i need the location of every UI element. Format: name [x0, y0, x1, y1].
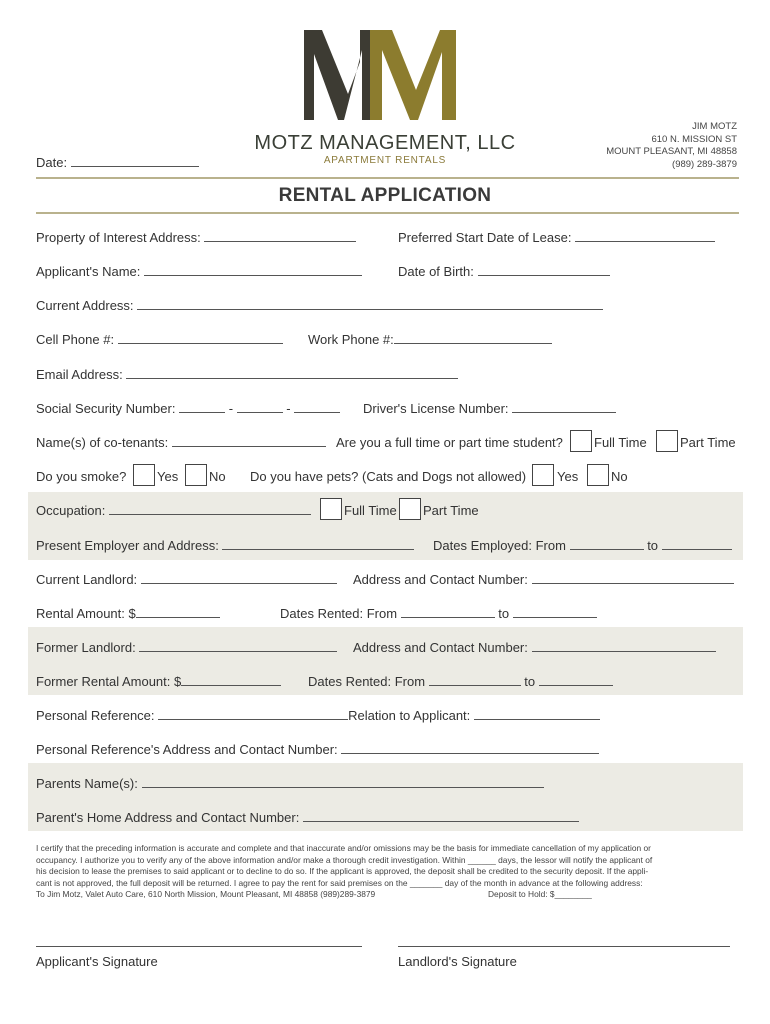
title-rule — [36, 212, 739, 214]
ssn-sep-1: - — [228, 401, 234, 416]
company-tagline: APARTMENT RENTALS — [323, 155, 447, 166]
former-rented-to-label: to — [524, 674, 536, 689]
parents-address-field[interactable] — [303, 810, 579, 822]
row-former-dates-rented — [308, 674, 613, 689]
dob-field[interactable] — [478, 264, 610, 276]
row-dob — [398, 264, 610, 279]
date-label: Date: — [36, 155, 68, 170]
row-former-landlord — [36, 640, 337, 655]
parents-names-label: Parents Name(s): — [36, 776, 138, 791]
current-landlord-field[interactable] — [141, 572, 337, 584]
occupation-field[interactable] — [109, 503, 311, 515]
student-full-time-label: Full Time — [594, 435, 647, 450]
former-rental-amount-field[interactable] — [181, 674, 281, 686]
row-current-landlord — [36, 572, 337, 587]
row-current-address — [36, 298, 603, 313]
reference-address-label: Personal Reference's Address and Contact Number: — [36, 742, 338, 757]
student-part-time-checkbox[interactable] — [656, 430, 678, 452]
row-employer — [36, 538, 414, 553]
dob-label: Date of Birth: — [398, 264, 474, 279]
header-rule — [36, 177, 739, 179]
work-field[interactable] — [394, 332, 552, 344]
student-question: Are you a full time or part time student? — [336, 435, 563, 450]
row-former-landlord-contact — [353, 640, 716, 655]
row-current-landlord-contact — [353, 572, 734, 587]
cell-label: Cell Phone #: — [36, 332, 115, 347]
start-date-field[interactable] — [575, 230, 715, 242]
cell-field[interactable] — [118, 332, 283, 344]
smoke-question: Do you smoke? — [36, 469, 127, 484]
dates-employed-label: Dates Employed: From — [433, 538, 566, 553]
pets-yes-checkbox[interactable] — [532, 464, 554, 486]
former-landlord-field[interactable] — [139, 640, 337, 652]
license-field[interactable] — [512, 401, 616, 413]
cotenants-label: Name(s) of co-tenants: — [36, 435, 169, 450]
reference-field[interactable] — [158, 708, 348, 720]
email-label: Email Address: — [36, 367, 123, 382]
former-contact-label: Address and Contact Number: — [353, 640, 528, 655]
row-cotenants — [36, 435, 326, 450]
smoke-no-label: No — [209, 469, 226, 484]
row-start-date — [398, 230, 715, 245]
date-field[interactable] — [71, 155, 199, 167]
former-rented-from-field[interactable] — [429, 674, 521, 686]
pets-no-checkbox[interactable] — [587, 464, 609, 486]
contact-phone: (989) 289-3879 — [672, 158, 737, 170]
row-cell — [36, 332, 283, 347]
row-email — [36, 367, 458, 382]
landlord-signature-label: Landlord's Signature — [398, 954, 517, 969]
former-rented-to-field[interactable] — [539, 674, 613, 686]
deposit-to-hold: Deposit to Hold: $________ — [488, 889, 592, 900]
contact-name: JIM MOTZ — [692, 121, 737, 132]
legal-line-5-row — [36, 889, 741, 901]
former-rental-amount-label: Former Rental Amount: $ — [36, 674, 182, 689]
occupation-part-time-label: Part Time — [423, 503, 479, 518]
former-landlord-label: Former Landlord: — [36, 640, 136, 655]
rented-to-label: to — [498, 606, 510, 621]
reference-address-field[interactable] — [341, 742, 599, 754]
pets-no-label: No — [611, 469, 628, 484]
cotenants-field[interactable] — [172, 435, 326, 447]
applicant-field[interactable] — [144, 264, 362, 276]
rental-amount-label: Rental Amount: $ — [36, 606, 136, 621]
row-ssn — [36, 401, 340, 416]
student-part-time-label: Part Time — [680, 435, 736, 450]
mm-logo — [300, 28, 470, 123]
legal-line-3: his decision to lease the premises to said applicant or to decline to do so. If the applicant is approved, the deposit shall be credited to the security deposit. If the appli- — [36, 866, 649, 877]
occupation-full-time-checkbox[interactable] — [320, 498, 342, 520]
smoke-yes-label: Yes — [157, 469, 179, 484]
ssn-field-3[interactable] — [294, 401, 340, 413]
company-name: MOTZ MANAGEMENT, LLC — [254, 132, 516, 154]
row-former-rental-amount — [36, 674, 281, 689]
smoke-no-checkbox[interactable] — [185, 464, 207, 486]
ssn-label: Social Security Number: — [36, 401, 176, 416]
current-address-label: Current Address: — [36, 298, 134, 313]
contact-city: MOUNT PLEASANT, MI 48858 — [606, 146, 737, 157]
row-parents-names — [36, 776, 544, 791]
contact-street: 610 N. MISSION ST — [651, 133, 737, 145]
date-row — [36, 155, 199, 170]
former-contact-field[interactable] — [532, 640, 716, 652]
rental-amount-field[interactable] — [136, 606, 220, 618]
applicant-signature-label: Applicant's Signature — [36, 954, 158, 969]
row-dates-rented — [280, 606, 597, 621]
employed-to-label: to — [647, 538, 659, 553]
parents-address-label: Parent's Home Address and Contact Number: — [36, 810, 300, 825]
form-title: RENTAL APPLICATION — [278, 185, 492, 206]
row-rental-amount — [36, 606, 220, 621]
landlord-signature-line[interactable] — [398, 946, 730, 947]
ssn-sep-2: - — [286, 401, 291, 416]
employer-label: Present Employer and Address: — [36, 538, 219, 553]
row-reference-address — [36, 742, 599, 757]
occupation-label: Occupation: — [36, 503, 106, 518]
relation-field[interactable] — [474, 708, 600, 720]
row-dates-employed — [433, 538, 732, 553]
license-label: Driver's License Number: — [363, 401, 509, 416]
row-work — [308, 332, 552, 347]
former-dates-rented-label: Dates Rented: From — [308, 674, 426, 689]
legal-line-1: I certify that the preceding information is accurate and complete and that inaccurate and/or omissions may be the basis for immediate cancellation of my application or — [36, 843, 651, 853]
row-property — [36, 230, 356, 245]
smoke-yes-checkbox[interactable] — [133, 464, 155, 486]
certification-text — [36, 843, 741, 901]
current-landlord-label: Current Landlord: — [36, 572, 138, 587]
employed-from-field[interactable] — [570, 538, 644, 550]
relation-label: Relation to Applicant: — [348, 708, 471, 723]
email-field[interactable] — [126, 367, 458, 379]
current-address-field[interactable] — [137, 298, 603, 310]
applicant-signature-line[interactable] — [36, 946, 362, 947]
current-contact-label: Address and Contact Number: — [353, 572, 528, 587]
employed-to-field[interactable] — [662, 538, 732, 550]
student-full-time-checkbox[interactable] — [570, 430, 592, 452]
applicant-label: Applicant's Name: — [36, 264, 141, 279]
pets-yes-label: Yes — [557, 469, 579, 484]
row-applicant — [36, 264, 362, 279]
row-license — [363, 401, 616, 416]
row-occupation — [36, 503, 311, 518]
rented-to-field[interactable] — [513, 606, 597, 618]
row-parents-address — [36, 810, 579, 825]
legal-line-2: occupancy. I authorize you to verify any of the above information and/or make a thorough credit investigation. Within ______ days, the lessor will notify the applicant of — [36, 854, 653, 865]
ssn-field-1[interactable] — [179, 401, 225, 413]
property-label: Property of Interest Address: — [36, 230, 201, 245]
parents-names-field[interactable] — [142, 776, 544, 788]
property-field[interactable] — [204, 230, 356, 242]
rented-from-field[interactable] — [401, 606, 495, 618]
occupation-full-time-label: Full Time — [344, 503, 397, 518]
reference-label: Personal Reference: — [36, 708, 155, 723]
row-reference — [36, 708, 600, 723]
current-contact-field[interactable] — [532, 572, 734, 584]
occupation-part-time-checkbox[interactable] — [399, 498, 421, 520]
ssn-field-2[interactable] — [237, 401, 283, 413]
dates-rented-label: Dates Rented: From — [280, 606, 398, 621]
legal-line-5: To Jim Motz, Valet Auto Care, 610 North Mission, Mount Pleasant, MI 48858 (989)289-3879 — [36, 889, 376, 900]
contact-block — [606, 121, 737, 171]
employer-field[interactable] — [222, 538, 414, 550]
pets-question: Do you have pets? (Cats and Dogs not allowed) — [250, 469, 527, 484]
work-label: Work Phone #: — [308, 332, 394, 347]
legal-line-4: cant is not approved, the full deposit will be returned. I agree to pay the rent for said premises on the _______ day of the month in advance at the following address: — [36, 877, 643, 888]
start-date-label: Preferred Start Date of Lease: — [398, 230, 572, 245]
